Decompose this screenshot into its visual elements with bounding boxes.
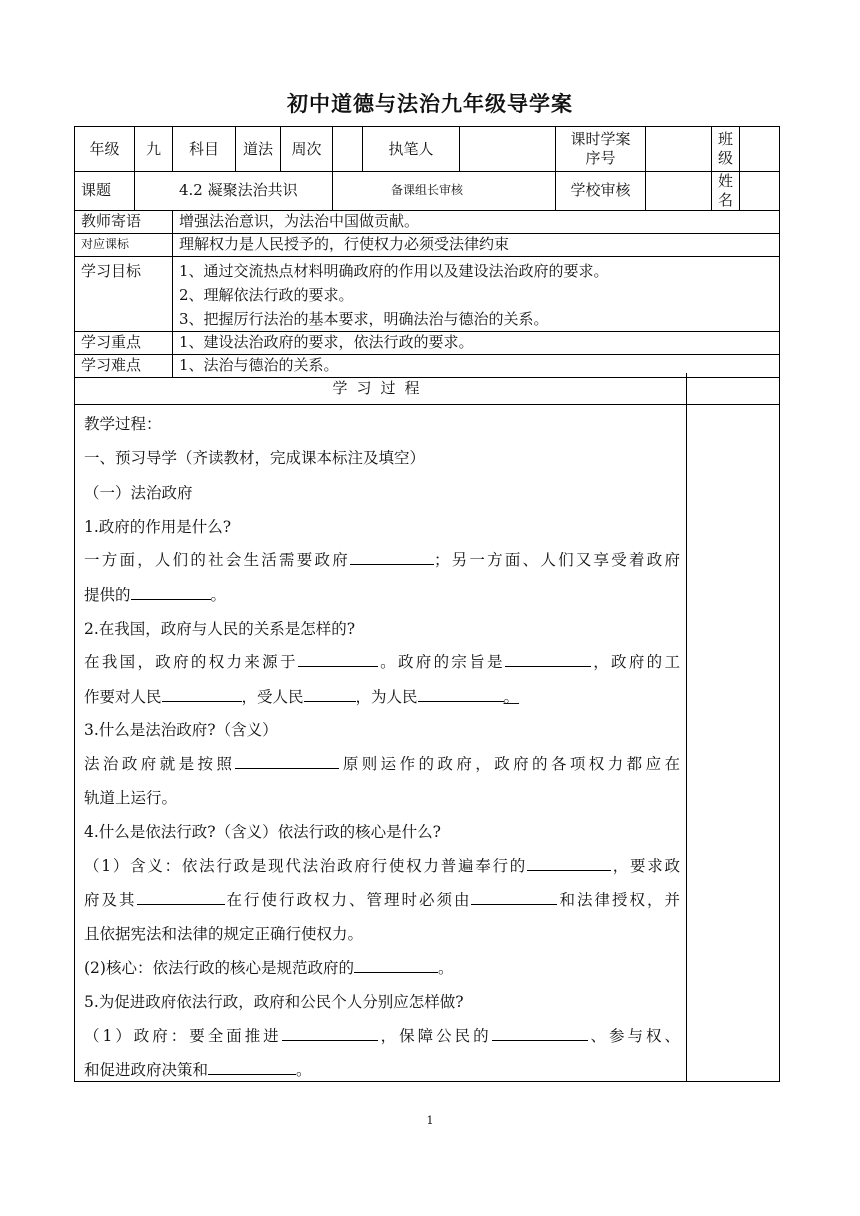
difficult-text: 1、法治与德治的关系。	[173, 354, 780, 377]
question-5: 5.为促进政府依法行政，政府和公民个人分别应怎样做?	[84, 993, 464, 1011]
week-label: 周次	[281, 127, 333, 172]
fill-blank[interactable]	[304, 685, 356, 702]
fill-blank[interactable]	[505, 650, 591, 667]
standard-label: 对应课标	[75, 233, 173, 256]
goals-row	[75, 256, 780, 331]
answer-line: 在我国，政府的权力来源于 。政府的宗旨是 ，政府的工	[84, 650, 680, 672]
question-1: 1.政府的作用是什么?	[84, 518, 232, 536]
process-notes-column	[686, 405, 780, 1082]
fill-blank[interactable]	[162, 685, 242, 702]
answer-line: 作要对人民 ，受人民 ，为人民 。	[84, 685, 680, 707]
line-teaching-process: 教学过程：	[84, 415, 162, 433]
grade-value: 九	[135, 127, 173, 172]
subject-label: 科目	[173, 127, 236, 172]
week-value	[333, 127, 363, 172]
class-label: 班级	[712, 127, 740, 172]
goal-item: 1、通过交流热点材料明确政府的作用以及建设法治政府的要求。	[179, 261, 609, 280]
topic-value: 4.2 凝聚法治共识	[135, 172, 333, 211]
answer-line: 轨道上运行。	[84, 789, 178, 807]
header-row-1	[75, 127, 780, 172]
answer-line: 提供的 。	[84, 583, 680, 605]
fill-blank[interactable]	[418, 685, 504, 702]
school-review-label: 学校审核	[556, 172, 646, 211]
author-label: 执笔人	[363, 127, 460, 172]
answer-line: （1）含义：依法行政是现代法治政府行使权力普遍奉行的 ，要求政	[84, 854, 680, 876]
fill-blank[interactable]	[298, 650, 378, 667]
teacher-words-label: 教师寄语	[75, 210, 173, 233]
lesson-no-value	[646, 127, 712, 172]
answer-line: 府及其 在行使行政权力、管理时必须由 和法律授权，并	[84, 888, 680, 910]
key-text: 1、建设法治政府的要求，依法行政的要求。	[173, 331, 780, 354]
answer-line: （1）政府：要全面推进 ，保障公民的 、参与权、	[84, 1024, 680, 1046]
fill-blank[interactable]	[492, 1024, 588, 1041]
header-row-2	[75, 172, 780, 211]
process-side-heading	[686, 373, 780, 405]
page-number: 1	[426, 1114, 434, 1127]
question-2: 2.在我国，政府与人民的关系是怎样的?	[84, 620, 356, 638]
process-body	[74, 405, 687, 1082]
class-value	[740, 127, 780, 172]
fill-blank[interactable]	[354, 956, 438, 973]
question-3: 3.什么是法治政府?（含义）	[84, 721, 278, 739]
topic-label: 课题	[75, 172, 135, 211]
page-title: 初中道德与法治九年级导学案	[287, 92, 573, 116]
fill-blank[interactable]	[208, 1058, 296, 1075]
fill-blank[interactable]	[131, 583, 211, 600]
teacher-words: 增强法治意识，为法治中国做贡献。	[173, 210, 780, 233]
goal-item: 3、把握厉行法治的基本要求，明确法治与德治的关系。	[179, 309, 549, 328]
process-heading: 学习过程	[74, 373, 687, 405]
question-4: 4.什么是依法行政?（含义）依法行政的核心是什么?	[84, 823, 441, 841]
key-row	[75, 331, 780, 354]
lesson-no-label: 课时学案序号	[556, 127, 646, 172]
answer-line: 且依据宪法和法律的规定正确行使权力。	[84, 925, 364, 943]
fill-blank[interactable]	[527, 854, 611, 871]
answer-line: 法治政府就是按照 原则运作的政府，政府的各项权力都应在	[84, 752, 680, 774]
fill-blank[interactable]	[282, 1024, 378, 1041]
fill-blank[interactable]	[350, 548, 434, 565]
school-review-value	[646, 172, 712, 211]
key-label: 学习重点	[75, 331, 173, 354]
standard: 理解权力是人民授予的，行使权力必须受法律约束	[173, 233, 780, 256]
goals-cell	[173, 256, 780, 331]
answer-line: (2)核心：依法行政的核心是规范政府的 。	[84, 956, 680, 978]
review-label: 备课组长审核	[333, 172, 556, 211]
answer-line: 一方面，人们的社会生活需要政府 ；另一方面、人们又享受着政府	[84, 548, 680, 570]
fill-blank[interactable]	[235, 752, 339, 769]
name-value	[740, 172, 780, 211]
subject-value: 道法	[236, 127, 281, 172]
header-table	[74, 126, 780, 378]
standard-row	[75, 233, 780, 256]
fill-blank[interactable]	[137, 888, 225, 905]
line-section-law-gov: （一）法治政府	[84, 484, 193, 502]
grade-label: 年级	[75, 127, 135, 172]
fill-blank[interactable]	[471, 888, 557, 905]
goal-item: 2、理解依法行政的要求。	[179, 285, 354, 304]
goals-label: 学习目标	[75, 256, 173, 331]
answer-line: 和促进政府决策和 。	[84, 1058, 680, 1080]
teacher-words-row	[75, 210, 780, 233]
difficult-label: 学习难点	[75, 354, 173, 377]
line-preview-guide: 一、预习导学（齐读教材，完成课本标注及填空）	[84, 449, 426, 467]
author-value	[460, 127, 556, 172]
name-label: 姓名	[712, 172, 740, 211]
